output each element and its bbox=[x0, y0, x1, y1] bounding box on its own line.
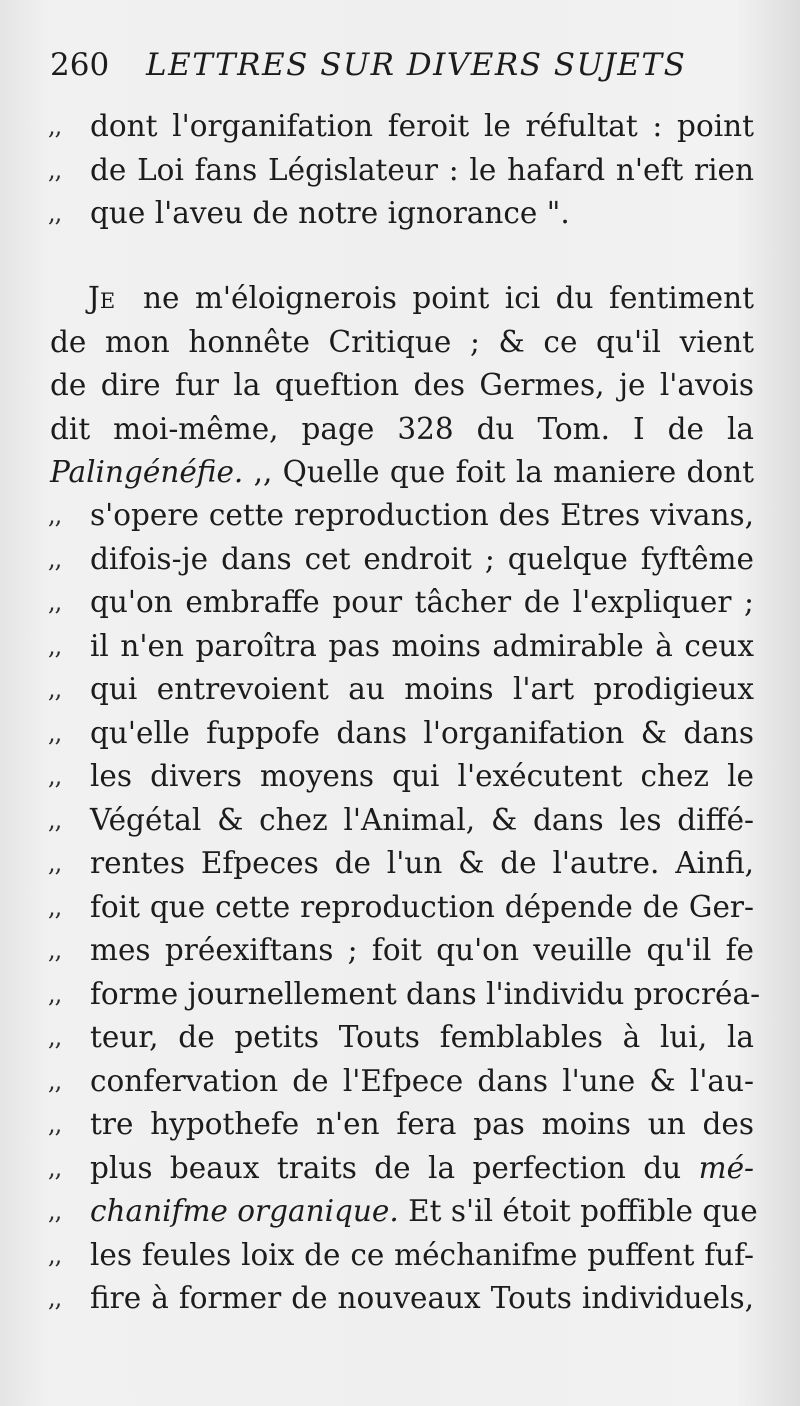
text-line bbox=[0, 192, 800, 235]
quote-mark: ,, bbox=[48, 632, 62, 660]
line-text: ne m'éloignerois point ici du fentiment bbox=[143, 281, 754, 315]
text-line bbox=[0, 149, 800, 192]
line-text: difois-je dans cet endroit ; quelque fyftême bbox=[90, 542, 754, 576]
line-text: s'opere cette reproduction des Etres vivans, bbox=[90, 498, 754, 532]
text-line bbox=[0, 408, 800, 451]
line-text: que l'aveu de notre ignorance ". bbox=[90, 196, 570, 230]
line-text: foit que cette reproduction dépende de Ger- bbox=[90, 890, 754, 924]
line-text: mes préexiftans ; foit qu'on veuille qu'il fe bbox=[90, 933, 754, 967]
quote-mark: ,, bbox=[48, 199, 62, 227]
line-text: les divers moyens qui l'exécutent chez le bbox=[90, 759, 754, 793]
line-text: dit moi-même, page 328 du Tom. I de la bbox=[50, 412, 754, 446]
line-text: fire à former de nouveaux Touts individuels, bbox=[90, 1281, 754, 1315]
page-header bbox=[50, 40, 750, 90]
line-text: Palingénéfie. ,, Quelle que foit la maniere dont bbox=[50, 455, 754, 489]
line-text: plus beaux traits de la perfection du mé- bbox=[90, 1151, 754, 1185]
text-line bbox=[0, 1277, 800, 1320]
text-line bbox=[0, 451, 800, 494]
quote-mark: ,, bbox=[48, 806, 62, 834]
line-text: qu'on embraffe pour tâcher de l'expliquer ; bbox=[90, 585, 754, 619]
text-line bbox=[0, 1147, 800, 1190]
quote-mark: ,, bbox=[48, 1067, 62, 1095]
quote-mark: ,, bbox=[48, 588, 62, 616]
quote-mark: ,, bbox=[48, 501, 62, 529]
quote-mark: ,, bbox=[48, 1284, 62, 1312]
quote-mark: ,, bbox=[48, 545, 62, 573]
text-line bbox=[0, 755, 800, 798]
quote-mark: ,, bbox=[48, 156, 62, 184]
text-line bbox=[0, 1190, 800, 1233]
text-line bbox=[0, 364, 800, 407]
line-text: les feules loix de ce méchanifme puffent fuf- bbox=[90, 1238, 754, 1272]
text-line bbox=[0, 712, 800, 755]
text-line bbox=[0, 886, 800, 929]
quote-mark: ,, bbox=[48, 1023, 62, 1051]
text-line bbox=[0, 1103, 800, 1146]
text-line bbox=[0, 1060, 800, 1103]
quote-mark: ,, bbox=[48, 719, 62, 747]
text-line bbox=[0, 1016, 800, 1059]
page-number: 260 bbox=[50, 47, 110, 83]
line-text: il n'en paroîtra pas moins admirable à ceux bbox=[90, 629, 754, 663]
line-text: Végétal & chez l'Animal, & dans les diffé- bbox=[90, 803, 754, 837]
quote-mark: ,, bbox=[48, 980, 62, 1008]
quote-mark: ,, bbox=[48, 936, 62, 964]
line-text: tre hypothefe n'en fera pas moins un des bbox=[90, 1107, 754, 1141]
text-line bbox=[0, 929, 800, 972]
text-line bbox=[0, 321, 800, 364]
text-line bbox=[0, 538, 800, 581]
line-text: de Loi fans Législateur : le hafard n'eft rien bbox=[90, 153, 754, 187]
paragraph-opening: Je bbox=[88, 281, 116, 315]
line-text: de mon honnête Critique ; & ce qu'il vient bbox=[50, 325, 754, 359]
text-line bbox=[0, 1234, 800, 1277]
line-text: forme journellement dans l'individu procréa- bbox=[90, 977, 761, 1011]
quote-mark: ,, bbox=[48, 762, 62, 790]
quote-mark: ,, bbox=[48, 849, 62, 877]
quote-mark: ,, bbox=[48, 1197, 62, 1225]
line-text: confervation de l'Efpece dans l'une & l'au- bbox=[90, 1064, 754, 1098]
text-line bbox=[0, 581, 800, 624]
line-text: rentes Efpeces de l'un & de l'autre. Ainfi, bbox=[90, 846, 754, 880]
line-text: chanifme organique. Et s'il étoit poffible que bbox=[90, 1194, 758, 1228]
line-text: de dire fur la queftion des Germes, je l'avois bbox=[50, 368, 754, 402]
line-text: teur, de petits Touts femblables à lui, la bbox=[90, 1020, 754, 1054]
text-line bbox=[0, 842, 800, 885]
running-title: LETTRES SUR DIVERS SUJETS bbox=[146, 47, 687, 83]
quote-mark: ,, bbox=[48, 1154, 62, 1182]
text-line bbox=[0, 277, 800, 320]
text-line bbox=[0, 494, 800, 537]
quote-mark: ,, bbox=[48, 893, 62, 921]
text-line bbox=[0, 973, 800, 1016]
text-line bbox=[0, 668, 800, 711]
quote-mark: ,, bbox=[48, 1241, 62, 1269]
text-line bbox=[0, 799, 800, 842]
line-text: dont l'organifation feroit le réfultat : point bbox=[90, 109, 754, 143]
quote-mark: ,, bbox=[48, 675, 62, 703]
quote-mark: ,, bbox=[48, 1110, 62, 1138]
line-text: qui entrevoient au moins l'art prodigieux bbox=[90, 672, 754, 706]
quote-mark: ,, bbox=[48, 112, 62, 140]
text-line bbox=[0, 625, 800, 668]
text-line bbox=[0, 105, 800, 148]
line-text: qu'elle fuppofe dans l'organifation & dans bbox=[90, 716, 754, 750]
